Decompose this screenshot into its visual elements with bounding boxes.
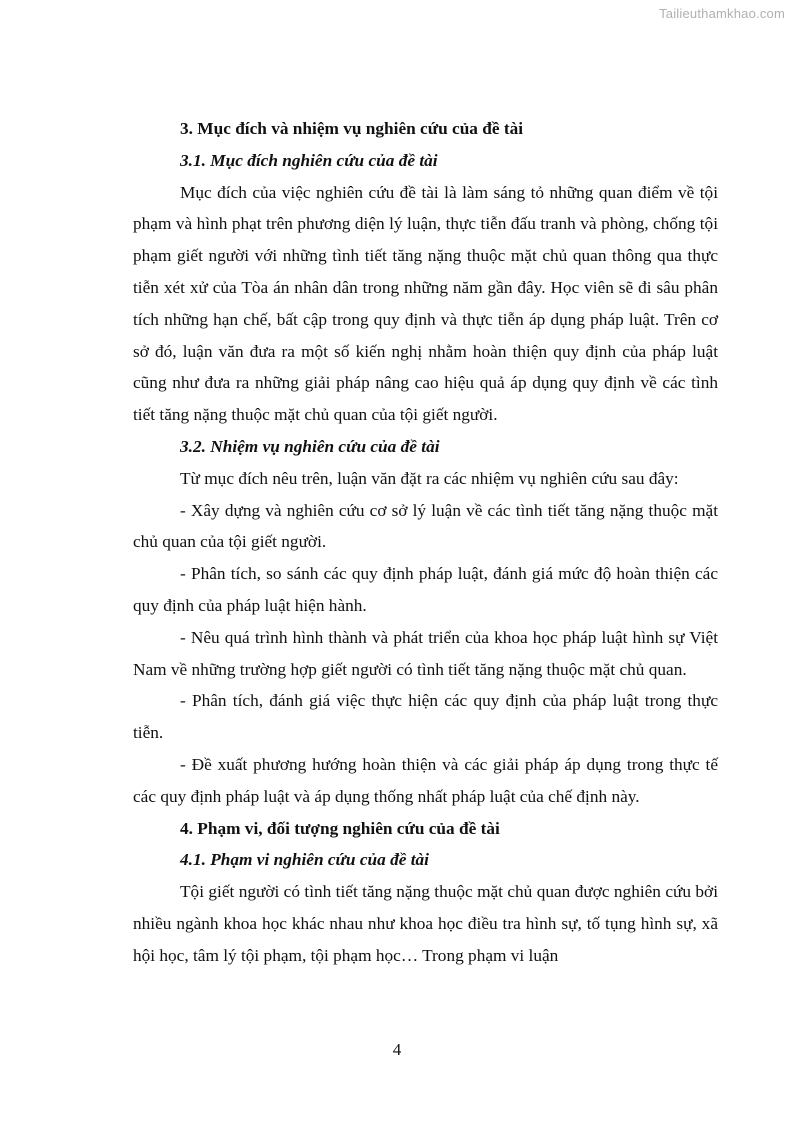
task-item: - Phân tích, đánh giá việc thực hiện các quy định của pháp luật trong thực tiễn.	[133, 691, 718, 743]
task-item: - Phân tích, so sánh các quy định pháp luật, đánh giá mức độ hoàn thiện các quy định của pháp luật hiện hành.	[133, 564, 718, 615]
task-item: - Xây dựng và nghiên cứu cơ sở lý luận về các tình tiết tăng nặng thuộc mặt chủ quan của tội giết người.	[133, 500, 718, 552]
section-3-heading: 3. Mục đích và nhiệm vụ nghiên cứu của đề tài	[180, 119, 524, 138]
task-item: - Nêu quá trình hình thành và phát triển của khoa học pháp luật hình sự Việt Nam về những trường hợp giết người có tình tiết tăng nặng thuộc mặt chủ quan.	[133, 627, 718, 679]
page-number: 4	[392, 1040, 402, 1059]
task-item: - Đề xuất phương hướng hoàn thiện và các giải pháp áp dụng trong thực tế các quy định pháp luật và áp dụng thống nhất pháp luật của chế định này.	[133, 754, 718, 806]
section-4-1-paragraph: Tội giết người có tình tiết tăng nặng thuộc mặt chủ quan được nghiên cứu bởi nhiều ngành khoa học khác nhau như khoa học điều tra hình sự, tố tụng hình sự, xã hội học, tâm lý tội phạm, tội phạm học… Trong phạm vi luận	[133, 882, 718, 965]
watermark: Tailieuthamkhao.com	[659, 6, 785, 21]
section-3-1-heading: 3.1. Mục đích nghiên cứu của đề tài	[180, 150, 438, 170]
document-body	[133, 113, 718, 972]
section-4-heading: 4. Phạm vi, đối tượng nghiên cứu của đề tài	[180, 818, 500, 838]
section-3-1-paragraph: Mục đích của việc nghiên cứu đề tài là làm sáng tỏ những quan điểm về tội phạm và hình phạt trên phương diện lý luận, thực tiễn đấu tranh và phòng, chống tội phạm giết người với những tình tiết tăng nặng thuộc mặt chủ quan thông qua thực tiễn xét xử của Tòa án nhân dân trong những năm gần đây. Học viên sẽ đi sâu phân tích những hạn chế, bất cập trong quy định và thực tiễn áp dụng pháp luật. Trên cơ sở đó, luận văn đưa ra một số kiến nghị nhằm hoàn thiện quy định của pháp luật cũng như đưa ra những giải pháp nâng cao hiệu quả áp dụng quy định về các tình tiết tăng nặng thuộc mặt chủ quan của tội giết người.	[133, 182, 718, 425]
section-4-1-heading: 4.1. Phạm vi nghiên cứu của đề tài	[180, 850, 429, 870]
section-3-2-intro: Từ mục đích nêu trên, luận văn đặt ra các nhiệm vụ nghiên cứu sau đây:	[180, 468, 679, 488]
section-3-2-heading: 3.2. Nhiệm vụ nghiên cứu của đề tài	[180, 436, 440, 456]
